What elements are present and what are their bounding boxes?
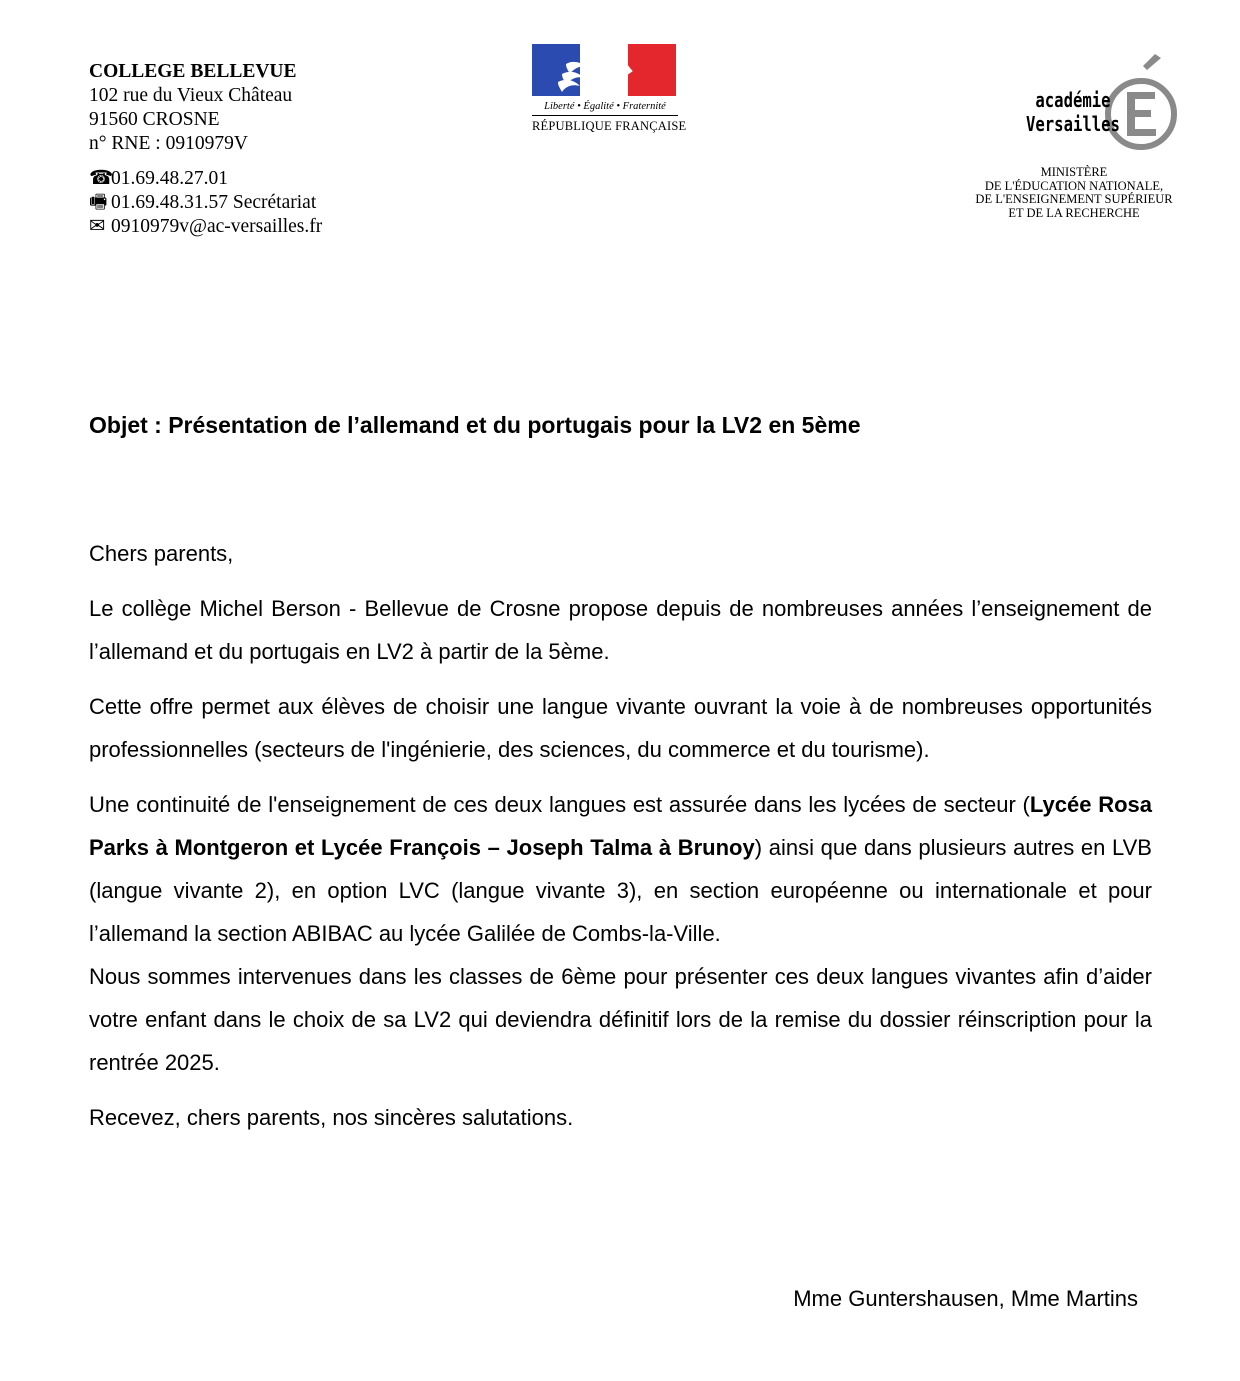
republic-motto: Liberté • Égalité • Fraternité bbox=[544, 101, 666, 112]
versailles-word: Versailles bbox=[1026, 112, 1120, 136]
ministere-line: DE L'ÉDUCATION NATIONALE, bbox=[984, 178, 1164, 193]
ministere-line: ET DE LA RECHERCHE bbox=[1008, 205, 1140, 220]
logo-divider bbox=[532, 115, 678, 116]
lycees-names: Lycée Rosa Parks à Montgeron et Lycée François – Joseph Talma à Brunoy bbox=[89, 792, 1152, 860]
academie-wordmark bbox=[1026, 88, 1120, 136]
closing: Recevez, chers parents, nos sincères salutations. bbox=[89, 1105, 574, 1130]
fax-line bbox=[89, 191, 322, 215]
republic-name: RÉPUBLIQUE FRANÇAISE bbox=[532, 119, 687, 133]
signature: Mme Guntershausen, Mme Martins bbox=[793, 1286, 1138, 1311]
school-header bbox=[89, 60, 322, 239]
paragraph-offer: Cette offre permet aux élèves de choisir une langue vivante ouvrant la voie à de nombreuses opportunités professionnelles (secteurs de l'ingénierie, des sciences, du commerce et du tourisme). bbox=[89, 694, 1152, 762]
school-rne: n° RNE : 0910979V bbox=[89, 133, 248, 154]
academie-versailles-logo bbox=[960, 52, 1190, 222]
paragraph-intro: Le collège Michel Berson - Bellevue de Crosne propose depuis de nombreuses années l’enseignement de l’allemand et du portugais en LV2 à partir de la 5ème. bbox=[89, 596, 1152, 664]
phone-number: 01.69.48.27.01 bbox=[111, 168, 228, 189]
school-contacts bbox=[89, 167, 322, 239]
email-address: 0910979v@ac-versailles.fr bbox=[111, 216, 323, 237]
continuity-text-end: ) ainsi que dans plusieurs autres en LVB (langue vivante 2), en option LVC (langue vivante 3), en section européenne ou internationale et pour l’allemand la section ABIBAC au lycée Galilée de Combs-la-Ville. bbox=[89, 835, 1152, 946]
paragraph-continuity bbox=[89, 783, 1152, 955]
letter-subject: Objet : Présentation de l’allemand et du portugais pour la LV2 en 5ème bbox=[89, 412, 861, 438]
ministere-line: MINISTÈRE bbox=[1040, 165, 1108, 179]
envelope-icon: ✉ bbox=[89, 216, 106, 237]
republique-francaise-logo bbox=[532, 44, 687, 134]
marianne-flag-icon bbox=[532, 44, 676, 96]
school-name: COLLEGE BELLEVUE bbox=[89, 61, 297, 82]
fax-number: 01.69.48.31.57 Secrétariat bbox=[111, 192, 317, 213]
school-city: 91560 CROSNE bbox=[89, 109, 220, 130]
ministere-block bbox=[960, 166, 1188, 220]
continuity-text-start: Une continuité de l'enseignement de ces deux langues est assurée dans les lycées de secteur ( bbox=[89, 792, 1030, 817]
phone-line bbox=[89, 167, 322, 191]
fax-icon: 🖷 bbox=[89, 192, 108, 213]
letter-body bbox=[89, 532, 1152, 1139]
greeting: Chers parents, bbox=[89, 541, 234, 566]
phone-icon: ☎ bbox=[89, 168, 114, 189]
email-line bbox=[89, 215, 322, 239]
ministere-line: DE L'ENSEIGNEMENT SUPÉRIEUR bbox=[975, 192, 1173, 206]
school-street: 102 rue du Vieux Château bbox=[89, 85, 293, 106]
paragraph-intervention: Nous sommes intervenues dans les classes de 6ème pour présenter ces deux langues vivantes afin d’aider votre enfant dans le choix de sa LV2 qui deviendra définitif lors de la remise du dossier réinscription pour la rentrée 2025. bbox=[89, 964, 1152, 1075]
academie-word: académie bbox=[1035, 88, 1111, 112]
